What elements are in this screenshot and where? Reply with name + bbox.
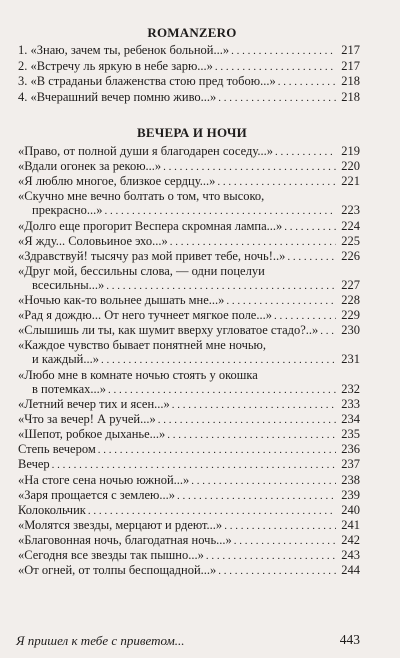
toc-entry — [18, 293, 360, 308]
toc-entry-line — [18, 518, 360, 532]
toc-entry-line — [18, 293, 360, 307]
toc-entry-page: 226 — [341, 248, 360, 263]
toc-entry-title-continued: в потемках...» — [32, 381, 107, 396]
toc-entry-line — [18, 338, 360, 352]
section-title-evenings-and-nights: ВЕЧЕРА И НОЧИ — [137, 125, 247, 140]
dot-leader — [191, 474, 336, 488]
toc-entry-line — [18, 249, 360, 263]
toc-entry-line — [18, 412, 360, 426]
toc-entry-title: «Благовонная ночь, благодатная ночь...» — [18, 532, 232, 547]
toc-entry-page: 237 — [341, 457, 360, 472]
toc-entry-page: 221 — [341, 174, 360, 189]
toc-entry — [18, 308, 360, 323]
dot-leader — [52, 458, 336, 472]
toc-entry-line — [18, 563, 360, 577]
dot-leader — [88, 504, 336, 518]
toc-entry-title: Степь вечером — [18, 442, 96, 457]
dot-leader — [177, 489, 336, 503]
toc-entry-title: «Я люблю многое, близкое сердцу...» — [18, 174, 216, 189]
toc-entry-title: Колокольчик — [18, 502, 86, 517]
dot-leader — [106, 279, 336, 293]
toc-entry-line — [18, 352, 360, 366]
toc-entry-title: «Рад я дождю... От него тучнеет мягкое поле...» — [18, 308, 272, 323]
toc-entry-line — [18, 74, 360, 88]
toc-entry — [18, 457, 360, 472]
dot-leader — [104, 204, 336, 218]
dot-leader — [167, 428, 336, 442]
toc-entry — [18, 442, 360, 457]
toc-entry-title: «Вдали огонек за рекою...» — [18, 159, 162, 174]
toc-entry — [18, 368, 360, 397]
toc-entry-title: «Слышишь ли ты, как шумит вверху угловатое стадо?..» — [18, 323, 319, 338]
section-title-romanzero: ROMANZERO — [147, 25, 237, 40]
toc-entry-page: 243 — [341, 547, 360, 562]
dot-leader — [320, 324, 336, 338]
dot-leader — [215, 60, 336, 74]
toc-entry-page: 242 — [341, 532, 360, 547]
toc-entry-page: 224 — [341, 218, 360, 233]
toc-entry-page: 223 — [341, 203, 360, 218]
toc-entry-page: 234 — [341, 412, 360, 427]
toc-entry — [18, 503, 360, 518]
toc-entry-title-continued: всесильны...» — [32, 277, 105, 292]
toc-entry-title: «Друг мой, бессильны слова, — одни поцелуи — [18, 263, 265, 278]
dot-leader — [218, 91, 336, 105]
toc-entry-line — [18, 368, 360, 382]
toc-entry-line — [18, 90, 360, 104]
toc-list-romanzero — [18, 43, 360, 105]
toc-entry-line — [18, 219, 360, 233]
toc-entry-title: «Любо мне в комнате ночью стоять у окошка — [18, 367, 258, 382]
toc-entry-line — [18, 189, 360, 203]
page-number: 443 — [339, 632, 360, 647]
dot-leader — [274, 309, 336, 323]
toc-entry-title-continued: и каждый...» — [32, 352, 99, 367]
toc-entry — [18, 323, 360, 338]
toc-entry-line — [18, 442, 360, 456]
toc-entry-line — [18, 382, 360, 396]
dot-leader — [98, 443, 336, 457]
toc-entry-title: «Летний вечер тих и ясен...» — [18, 397, 170, 412]
toc-entry-page: 218 — [341, 74, 360, 89]
dot-leader — [158, 413, 336, 427]
toc-entry-title: 4. «Вчерашний вечер помню живо...» — [18, 89, 217, 104]
toc-entry-title: 3. «В страданьи блаженства стою пред тобою...» — [18, 74, 276, 89]
dot-leader — [275, 145, 336, 159]
toc-entry-title: «Заря прощается с землею...» — [18, 487, 175, 502]
toc-entry-line — [18, 457, 360, 471]
toc-entry-title: «Долго еще прогорит Веспера скромная лампа...» — [18, 218, 283, 233]
toc-entry-line — [18, 397, 360, 411]
toc-entry-title: «Шепот, робкое дыханье...» — [18, 427, 166, 442]
toc-entry-line — [18, 308, 360, 322]
toc-entry-page: 217 — [341, 43, 360, 57]
toc-entry-line — [18, 427, 360, 441]
toc-entry-line — [18, 59, 360, 73]
toc-entry-title: «Каждое чувство бывает понятней мне ночью, — [18, 338, 267, 353]
toc-entry-page: 228 — [341, 293, 360, 308]
toc-entry-page: 220 — [341, 159, 360, 174]
toc-entry-title: «Здравствуй! тысячу раз мой привет тебе, ночь!..» — [18, 248, 286, 263]
toc-entry-title: «Молятся звезды, мерцают и рдеют...» — [18, 517, 223, 532]
toc-entry — [18, 412, 360, 427]
dot-leader — [234, 534, 336, 548]
dot-leader — [101, 353, 336, 367]
toc-entry-page: 241 — [341, 517, 360, 532]
toc-entry — [18, 264, 360, 293]
dot-leader — [108, 383, 336, 397]
toc-entry-line — [18, 43, 360, 57]
toc-entry-page: 230 — [341, 323, 360, 338]
toc-entry — [18, 189, 360, 218]
toc-entry — [18, 397, 360, 412]
toc-entry-line — [18, 323, 360, 337]
toc-entry-line — [18, 278, 360, 292]
toc-entry-line — [18, 488, 360, 502]
toc-entry-line — [18, 174, 360, 188]
toc-entry-page: 239 — [341, 487, 360, 502]
dot-leader — [224, 519, 336, 533]
toc-list-evenings-and-nights — [18, 144, 360, 578]
dot-leader — [278, 75, 336, 89]
dot-leader — [284, 220, 336, 234]
dot-leader — [206, 549, 336, 563]
toc-entry-title: «Что за вечер! А ручей...» — [18, 412, 156, 427]
toc-entry-page: 217 — [341, 58, 360, 73]
toc-entry-page: 232 — [341, 381, 360, 396]
toc-entry-page: 225 — [341, 233, 360, 248]
toc-entry-line — [18, 503, 360, 517]
toc-entry-line — [18, 159, 360, 173]
toc-entry — [18, 234, 360, 249]
toc-entry-line — [18, 264, 360, 278]
toc-entry — [18, 174, 360, 189]
toc-entry-line — [18, 234, 360, 248]
toc-entry — [18, 74, 360, 90]
toc-entry-page: 231 — [341, 352, 360, 367]
toc-entry-title: Вечер — [18, 457, 50, 472]
toc-entry-page: 219 — [341, 144, 360, 158]
running-title: Я пришел к тебе с приветом... — [16, 633, 185, 648]
toc-entry — [18, 90, 360, 106]
toc-entry — [18, 219, 360, 234]
dot-leader — [170, 235, 336, 249]
toc-entry-line — [18, 144, 360, 158]
toc-entry — [18, 473, 360, 488]
toc-entry-page: 218 — [341, 89, 360, 104]
toc-entry-page: 238 — [341, 472, 360, 487]
dot-leader — [226, 294, 336, 308]
toc-entry — [18, 533, 360, 548]
toc-entry-line — [18, 203, 360, 217]
toc-entry-page: 229 — [341, 308, 360, 323]
dot-leader — [287, 250, 336, 264]
toc-entry — [18, 59, 360, 75]
toc-entry — [18, 518, 360, 533]
toc-entry — [18, 249, 360, 264]
toc-entry — [18, 43, 360, 59]
toc-entry-title: 1. «Знаю, зачем ты, ребенок больной...» — [18, 43, 230, 57]
toc-entry — [18, 548, 360, 563]
toc-entry-page: 236 — [341, 442, 360, 457]
toc-entry-page: 235 — [341, 427, 360, 442]
dot-leader — [231, 44, 336, 58]
toc-entry — [18, 563, 360, 578]
toc-entry-page: 233 — [341, 397, 360, 412]
toc-entry — [18, 144, 360, 159]
toc-entry-page: 227 — [341, 277, 360, 292]
dot-leader — [217, 175, 336, 189]
toc-entry — [18, 488, 360, 503]
toc-entry-title: «Ночью как-то вольнее дышать мне...» — [18, 293, 225, 308]
dot-leader — [172, 398, 336, 412]
toc-entry-line — [18, 548, 360, 562]
toc-entry-page: 240 — [341, 502, 360, 517]
toc-entry-line — [18, 533, 360, 547]
toc-entry — [18, 338, 360, 367]
dot-leader — [218, 564, 336, 578]
toc-entry — [18, 427, 360, 442]
toc-entry-title: 2. «Встречу ль яркую в небе зарю...» — [18, 58, 213, 73]
toc-entry-title: «От огней, от толпы беспощадной...» — [18, 563, 217, 578]
toc-entry-title-continued: прекрасно...» — [32, 203, 103, 218]
toc-entry-line — [18, 473, 360, 487]
toc-entry-title: «Я жду... Соловьиное эхо...» — [18, 233, 168, 248]
toc-entry-title: «На стоге сена ночью южной...» — [18, 472, 190, 487]
toc-entry-title: «Право, от полной души я благодарен соседу...» — [18, 144, 273, 158]
toc-entry-title: «Скучно мне вечно болтать о том, что высоко, — [18, 189, 265, 204]
toc-entry — [18, 159, 360, 174]
dot-leader — [163, 160, 336, 174]
toc-entry-title: «Сегодня все звезды так пышно...» — [18, 547, 204, 562]
toc-entry-page: 244 — [341, 563, 360, 578]
